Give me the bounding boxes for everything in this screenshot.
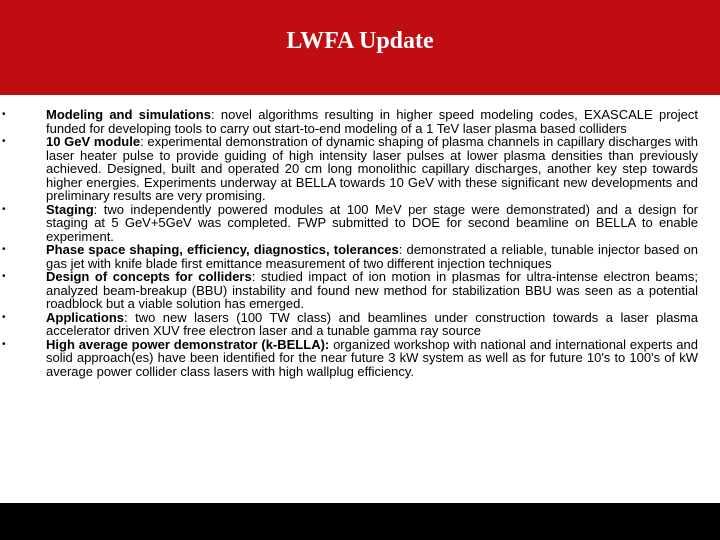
bullet-item-staging <box>2 201 698 244</box>
bullet-icon: • <box>2 203 6 215</box>
bullet-text: organized workshop with national and international experts and solid approach(es) have been identified for the near future 3 kW system as well as for future 10's to 100's of kW average power collider class lasers with high wallplug efficiency. <box>46 336 698 379</box>
bullet-heading: Applications <box>46 309 125 325</box>
bullet-heading: Staging <box>46 201 94 217</box>
bullet-heading: 10 GeV module <box>46 134 141 149</box>
bullet-text: : experimental demonstration of dynamic shaping of plasma channels in capillary discharges with laser heater pulse to provide guiding of high intensity laser pulses at lower plasma densities than previously achieved. Designed, built and operated 20 cm long monolithic capillary discharges, another key step towards higher energies. Experiments underway at BELLA towards 10 GeV with these significant new developments and preliminary results are very promising. <box>46 134 699 203</box>
bullet-item-colliders <box>2 269 698 311</box>
bullet-heading: High average power demonstrator (k-BELLA): <box>46 336 330 352</box>
bullet-item-modeling <box>2 107 698 136</box>
bullet-text: : two independently powered modules at 100 MeV per stage were demonstrated) and a design for staging at 5 GeV+5GeV was completed. FWP submitted to DOE for second beamline on BELLA to enable experiment. <box>46 201 698 244</box>
bullet-heading: Design of concepts for colliders <box>46 269 252 284</box>
slide-title: LWFA Update <box>286 28 434 54</box>
bullet-icon: • <box>2 338 6 350</box>
bullet-item-k-bella <box>2 336 698 379</box>
bullet-icon: • <box>2 109 6 120</box>
bullet-text: : novel algorithms resulting in higher speed modeling codes, EXASCALE project funded for developing tools to carry out start-to-end modeling of a 1 TeV laser plasma based colliders <box>46 107 698 136</box>
bullet-text: : two new lasers (100 TW class) and beamlines under construction towards a laser plasma accelerator driven XUV free electron laser and a tunable gamma ray source <box>46 309 698 338</box>
bullet-item-applications <box>2 309 698 338</box>
footer-bar <box>0 503 720 540</box>
bullet-item-10gev-module <box>2 134 699 203</box>
bullet-item-phase-space <box>2 242 698 271</box>
bullet-icon: • <box>2 244 6 255</box>
bullet-list <box>2 107 699 379</box>
bullet-heading: Phase space shaping, efficiency, diagnostics, tolerances <box>46 242 399 257</box>
bullet-icon: • <box>2 271 6 282</box>
bullet-icon: • <box>2 311 6 323</box>
bullet-icon: • <box>2 136 6 147</box>
bullet-heading: Modeling and simulations <box>46 107 211 122</box>
slide-body <box>2 107 699 379</box>
bullet-text: : demonstrated a reliable, tunable injector based on gas jet with knife blade first emittance measurement of two different injection techniques <box>46 242 698 271</box>
title-bar <box>0 0 720 95</box>
bullet-text: : studied impact of ion motion in plasmas for ultra-intense electron beams; analyzed beam-breakup (BBU) instability and found new method for stabilization BBU was seen as a potential roadblock but a viable solution has emerged. <box>46 269 698 311</box>
